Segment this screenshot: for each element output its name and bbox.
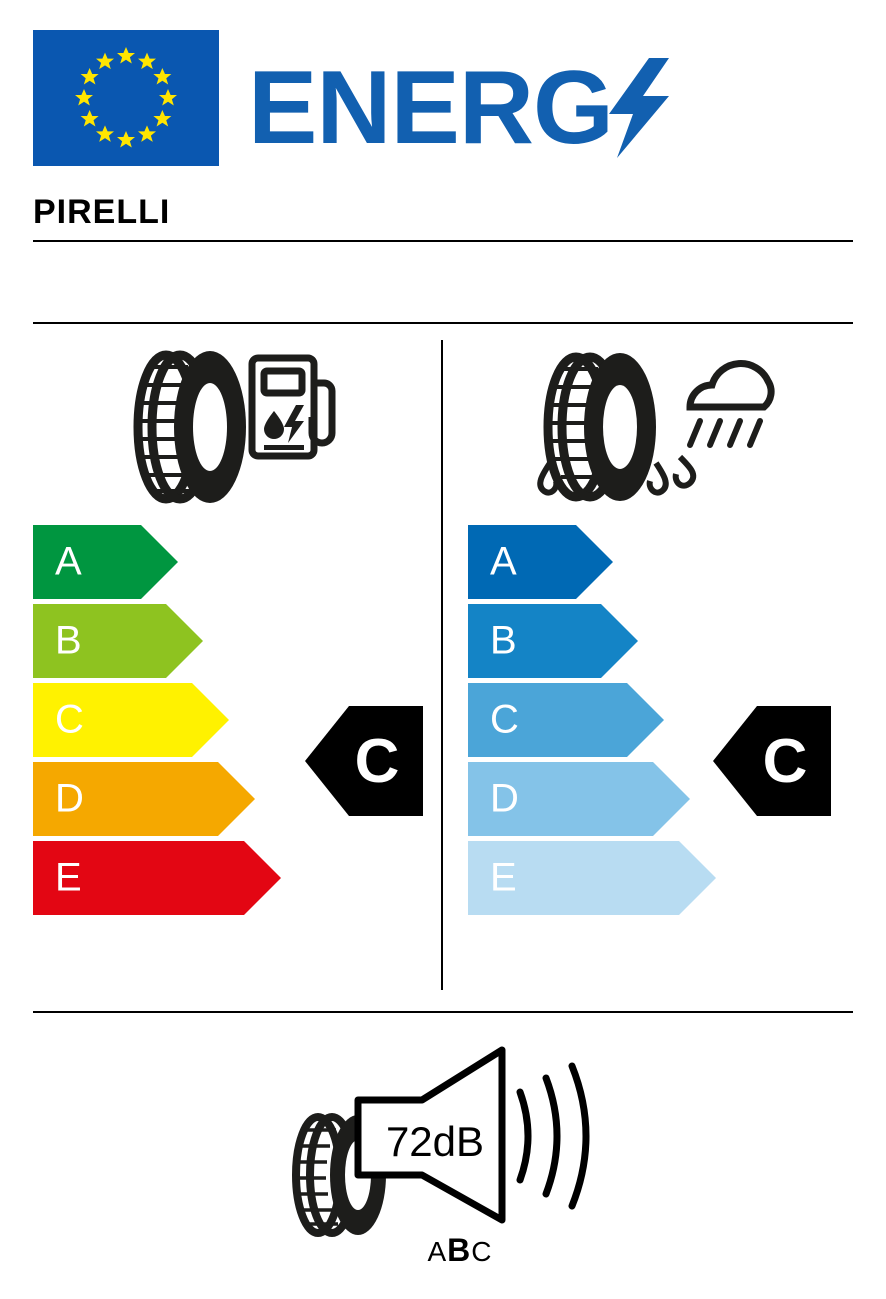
- grade-row: [33, 841, 281, 915]
- wet-grip-selected-grade: C: [762, 726, 808, 796]
- grade-row: [33, 683, 281, 757]
- fuel-grade-e-label: E: [55, 855, 82, 900]
- wet-grade-c-label: C: [490, 697, 519, 742]
- energ-logo: [248, 50, 677, 166]
- label-header: [33, 30, 853, 170]
- grade-row: [468, 683, 716, 757]
- noise-class-scale: [400, 1232, 520, 1269]
- noise-class-c: C: [471, 1236, 493, 1267]
- wet-grip-selected-marker: [713, 706, 831, 816]
- grade-row: [33, 604, 281, 678]
- fuel-grade-d-label: D: [55, 776, 84, 821]
- lightning-bolt-icon: [607, 58, 677, 163]
- fuel-selected-grade: C: [354, 726, 400, 796]
- wet-grip-scale: [468, 525, 716, 920]
- grade-row: [468, 525, 716, 599]
- fuel-selected-marker: [305, 706, 423, 816]
- noise-class-b: B: [447, 1232, 472, 1268]
- wet-grade-a-label: A: [490, 539, 517, 584]
- brand-name: PIRELLI: [33, 193, 171, 231]
- wet-grade-b-label: B: [490, 618, 517, 663]
- fuel-grade-b-label: B: [55, 618, 82, 663]
- divider-vertical: [441, 340, 443, 990]
- grade-row: [468, 604, 716, 678]
- tyre-loudspeaker-icon: [280, 1040, 610, 1270]
- eu-flag-icon: [33, 30, 219, 166]
- divider-second: [33, 322, 853, 324]
- fuel-efficiency-scale: [33, 525, 281, 920]
- grade-row: [33, 762, 281, 836]
- fuel-grade-a-label: A: [55, 539, 82, 584]
- wet-grade-d-label: D: [490, 776, 519, 821]
- noise-class-a: A: [427, 1236, 448, 1267]
- grade-row: [468, 841, 716, 915]
- wet-grade-e-label: E: [490, 855, 517, 900]
- tyre-rain-cloud-icon: [528, 345, 788, 510]
- energ-logo-text: ENERG: [248, 50, 613, 166]
- tyre-fuel-pump-icon: [118, 345, 338, 510]
- divider-bottom: [33, 1011, 853, 1013]
- divider-top: [33, 240, 853, 242]
- grade-row: [468, 762, 716, 836]
- fuel-grade-c-label: C: [55, 697, 84, 742]
- noise-value: 72dB: [385, 1118, 485, 1165]
- grade-row: [33, 525, 281, 599]
